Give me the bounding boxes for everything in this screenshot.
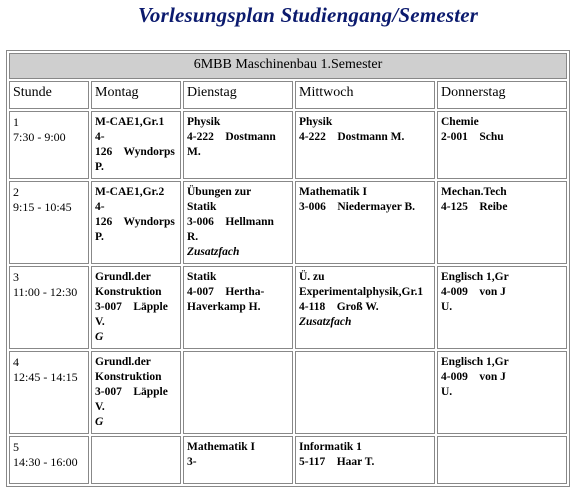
course-detail: Konstruktion — [95, 286, 162, 298]
course-detail: Experimentalphysik,Gr.1 — [299, 286, 424, 298]
course-detail: Statik — [187, 201, 217, 213]
course-cell-dienstag[interactable] — [183, 111, 293, 179]
course-detail: 4-009 von J — [441, 286, 506, 298]
course-title: Physik — [299, 116, 333, 128]
course-detail: 3-007 Läpple — [95, 301, 168, 313]
course-title: M-CAE1,Gr.2 — [95, 186, 165, 198]
course-title: Statik — [187, 271, 217, 283]
course-cell-montag — [91, 436, 181, 484]
course-cell-dienstag[interactable] — [183, 181, 293, 264]
course-title: Grundl.der — [95, 356, 151, 368]
period-number: 2 — [13, 185, 19, 199]
course-cell-dienstag[interactable] — [183, 436, 293, 484]
course-note: G — [95, 331, 104, 343]
course-title: Englisch 1,Gr — [441, 271, 509, 283]
course-cell-montag[interactable] — [91, 181, 181, 264]
period-time: 7:30 - 9:00 — [13, 130, 66, 144]
period-time: 14:30 - 16:00 — [13, 455, 78, 469]
course-cell-mittwoch[interactable] — [295, 111, 435, 179]
schedule-banner: 6MBB Maschinenbau 1.Semester — [9, 53, 567, 79]
period-number: 5 — [13, 440, 19, 454]
course-detail: 4-118 Groß W. — [299, 301, 379, 313]
course-cell-mittwoch — [295, 351, 435, 434]
course-cell-donnerstag[interactable] — [437, 351, 567, 434]
course-cell-mittwoch[interactable] — [295, 436, 435, 484]
period-number: 4 — [13, 355, 19, 369]
course-note: Zusatzfach — [187, 246, 240, 258]
course-cell-donnerstag[interactable] — [437, 266, 567, 349]
course-detail: M. — [187, 146, 201, 158]
course-cell-montag[interactable] — [91, 111, 181, 179]
table-row — [9, 436, 567, 484]
course-detail: 3-006 Hellmann — [187, 216, 274, 228]
stunde-cell — [9, 266, 89, 349]
course-detail: 2-001 Schu — [441, 131, 504, 143]
course-detail: Konstruktion — [95, 371, 162, 383]
course-title: Mechan.Tech — [441, 186, 507, 198]
course-cell-mittwoch[interactable] — [295, 181, 435, 264]
course-detail: Haverkamp H. — [187, 301, 261, 313]
header-donnerstag: Donnerstag — [437, 81, 567, 109]
course-note: G — [95, 416, 104, 428]
course-cell-donnerstag[interactable] — [437, 181, 567, 264]
header-dienstag: Dienstag — [183, 81, 293, 109]
course-detail: P. — [95, 161, 104, 173]
course-detail: P. — [95, 231, 104, 243]
course-cell-montag[interactable] — [91, 351, 181, 434]
course-title: Grundl.der — [95, 271, 151, 283]
table-row — [9, 111, 567, 179]
course-title: M-CAE1,Gr.1 — [95, 116, 165, 128]
course-title: Mathematik I — [299, 186, 368, 198]
course-detail: 5-117 Haar T. — [299, 456, 375, 468]
period-time: 9:15 - 10:45 — [13, 200, 72, 214]
table-row — [9, 181, 567, 264]
period-time: 11:00 - 12:30 — [13, 285, 78, 299]
course-detail: 3- — [187, 456, 197, 468]
page-title: Vorlesungsplan Studiengang/Semester — [138, 3, 479, 27]
course-detail: 3-006 Niedermayer B. — [299, 201, 416, 213]
course-detail: R. — [187, 231, 199, 243]
schedule-body — [9, 111, 567, 484]
course-cell-dienstag[interactable] — [183, 266, 293, 349]
course-detail: V. — [95, 316, 105, 328]
course-cell-donnerstag[interactable] — [437, 111, 567, 179]
course-title: Mathematik I — [187, 441, 256, 453]
course-title: Übungen zur — [187, 186, 252, 198]
course-cell-mittwoch[interactable] — [295, 266, 435, 349]
course-title: Ü. zu — [299, 271, 325, 283]
course-detail: 4-125 Reibe — [441, 201, 508, 213]
header-montag: Montag — [91, 81, 181, 109]
course-detail: 4-222 Dostmann M. — [299, 131, 405, 143]
course-cell-donnerstag — [437, 436, 567, 484]
course-title: Physik — [187, 116, 221, 128]
course-detail: 4-009 von J — [441, 371, 506, 383]
stunde-cell — [9, 351, 89, 434]
course-cell-montag[interactable] — [91, 266, 181, 349]
header-stunde: Stunde — [9, 81, 89, 109]
table-row — [9, 351, 567, 434]
course-note: Zusatzfach — [299, 316, 352, 328]
course-detail: 4- — [95, 201, 105, 213]
course-detail: 4-007 Hertha- — [187, 286, 265, 298]
course-title: Informatik 1 — [299, 441, 362, 453]
course-detail: 4-222 Dostmann — [187, 131, 276, 143]
course-detail: 4- — [95, 131, 105, 143]
period-time: 12:45 - 14:15 — [13, 370, 78, 384]
period-number: 1 — [13, 115, 19, 129]
table-row — [9, 266, 567, 349]
stunde-cell — [9, 436, 89, 484]
stunde-cell — [9, 181, 89, 264]
schedule-table — [6, 50, 570, 487]
header-mittwoch: Mittwoch — [295, 81, 435, 109]
course-detail: V. — [95, 401, 105, 413]
period-number: 3 — [13, 270, 19, 284]
course-detail: 126 Wyndorps — [95, 146, 175, 158]
course-title: Chemie — [441, 116, 479, 128]
course-detail: U. — [441, 386, 453, 398]
course-detail: 3-007 Läpple — [95, 386, 168, 398]
course-detail: U. — [441, 301, 453, 313]
course-detail: 126 Wyndorps — [95, 216, 175, 228]
course-cell-dienstag — [183, 351, 293, 434]
stunde-cell — [9, 111, 89, 179]
course-title: Englisch 1,Gr — [441, 356, 509, 368]
